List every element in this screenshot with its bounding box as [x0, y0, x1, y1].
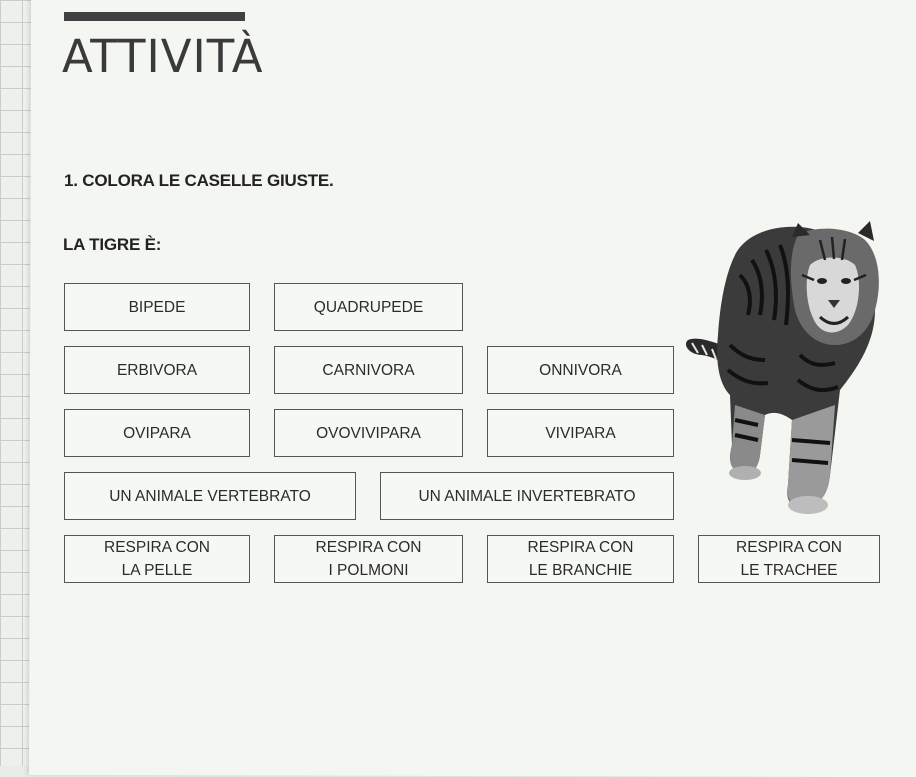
option-label: ONNIVORA	[539, 361, 622, 379]
option-box-ovovivipara[interactable]	[274, 409, 463, 457]
option-box-respira-branchie[interactable]	[487, 535, 674, 583]
option-label-line2: LA PELLE	[121, 562, 193, 579]
option-box-carnivora[interactable]	[274, 346, 463, 394]
option-label: OVIPARA	[123, 424, 191, 442]
option-label-line1: RESPIRA CON	[736, 539, 842, 556]
option-box-quadrupede[interactable]	[274, 283, 463, 331]
option-label-line2: LE BRANCHIE	[528, 562, 633, 579]
option-label: QUADRUPEDE	[313, 298, 424, 316]
option-box-respira-trachee[interactable]	[698, 535, 880, 583]
option-box-erbivora[interactable]	[64, 346, 250, 394]
option-label-line1: RESPIRA CON	[315, 539, 422, 556]
option-box-onnivora[interactable]	[487, 346, 674, 394]
title-accent-bar	[64, 12, 245, 21]
option-label: UN ANIMALE INVERTEBRATO	[418, 487, 636, 505]
option-label-line1: RESPIRA CON	[104, 539, 210, 556]
option-box-respira-polmoni[interactable]	[274, 535, 463, 583]
option-label-line2: LE TRACHEE	[740, 562, 838, 579]
option-label: ERBIVORA	[116, 361, 198, 379]
option-label: CARNIVORA	[322, 361, 415, 379]
option-label: OVOVIVIPARA	[316, 424, 421, 442]
page-title: ATTIVITÀ	[62, 30, 264, 83]
option-box-vivipara[interactable]	[487, 409, 674, 457]
option-box-invertebrato[interactable]	[380, 472, 674, 520]
option-label: UN ANIMALE VERTEBRATO	[109, 487, 311, 505]
option-label-line2: I POLMONI	[328, 562, 409, 579]
tiger-illustration	[680, 215, 885, 520]
option-box-respira-pelle[interactable]	[64, 535, 250, 583]
exercise-instruction: 1. COLORA LE CASELLE GIUSTE.	[64, 171, 334, 190]
exercise-question: LA TIGRE È:	[63, 235, 162, 254]
option-box-ovipara[interactable]	[64, 409, 250, 457]
option-label-line1: RESPIRA CON	[527, 539, 634, 556]
option-box-bipede[interactable]	[64, 283, 250, 331]
option-label: BIPEDE	[128, 298, 186, 316]
option-label: VIVIPARA	[545, 424, 616, 442]
option-box-vertebrato[interactable]	[64, 472, 356, 520]
